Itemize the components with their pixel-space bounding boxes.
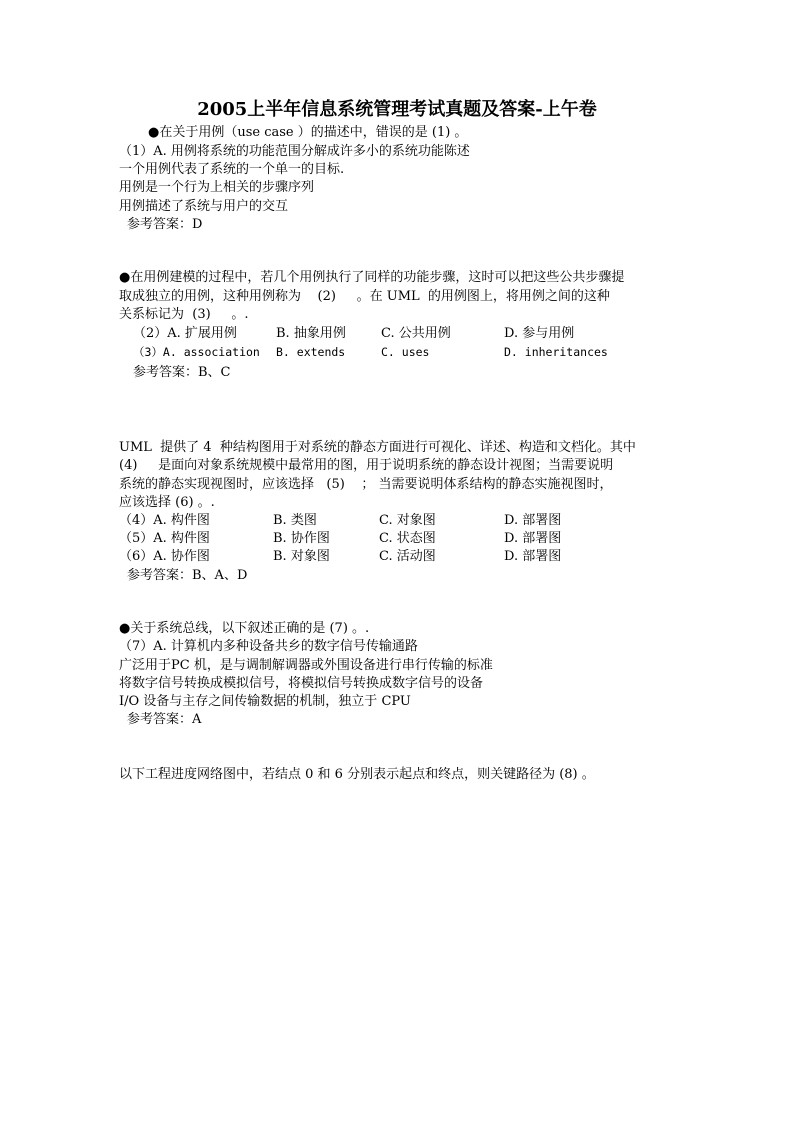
q2-row3-option-d: D. inheritances [504, 345, 608, 359]
q1-option-a: （1）A. 用例将系统的功能范围分解成许多小的系统功能陈述 [119, 144, 470, 159]
q4-option-a: （7）A. 计算机内多种设备共乡的数字信号传输通路 [119, 639, 418, 654]
page-title: 2005上半年信息系统管理考试真题及答案-上午卷 [197, 99, 597, 120]
q1-answer: 参考答案：D [127, 217, 203, 232]
q3-row5-option-c: C. 状态图 [379, 531, 436, 546]
q1-option-c: 用例是一个行为上相关的步骤序列 [119, 180, 315, 195]
q4-option-b: 广泛用于PC 机，是与调制解调器或外围设备进行串行传输的标准 [119, 658, 493, 673]
q2-row2-option-b: B. 抽象用例 [276, 326, 346, 341]
q2-row3-option-a: （3）A. association [133, 345, 260, 359]
q2-row2-option-d: D. 参与用例 [504, 326, 575, 341]
q2-stem-line3: 关系标记为 (3) 。. [119, 307, 249, 322]
q4-option-c: 将数字信号转换成模拟信号，将模拟信号转换成数字信号的设备 [119, 676, 484, 691]
q3-row6-option-c: C. 活动图 [379, 549, 436, 564]
q2-stem-line2: 取成独立的用例，这种用例称为 (2) 。在 UML 的用例图上，将用例之间的这种 [119, 289, 610, 304]
q2-row3-option-b: B. extends [276, 345, 346, 359]
q3-row4-option-b: B. 类图 [273, 513, 317, 528]
q5-stem: 以下工程进度网络图中，若结点 0 和 6 分别表示起点和终点，则关键路径为 (8) 。 [119, 767, 595, 782]
q4-answer: 参考答案：A [127, 712, 202, 727]
q3-stem-line3: 系统的静态实现视图时，应该选择 (5) ； 当需要说明体系结构的静态实施视图时， [119, 477, 613, 492]
q4-stem: ●关于系统总线，以下叙述正确的是 (7) 。. [119, 621, 370, 636]
q3-stem-line4: 应该选择 (6) 。. [119, 495, 215, 510]
q3-row5-option-a: （5）A. 构件图 [119, 531, 210, 546]
q3-row4-option-c: C. 对象图 [379, 513, 436, 528]
q1-option-b: 一个用例代表了系统的一个单一的目标. [119, 162, 345, 177]
q3-stem-line1: UML 提供了 4 种结构图用于对系统的静态方面进行可视化、详述、构造和文档化。其中 [119, 440, 636, 455]
q1-stem: ●在关于用例（use case ）的描述中，错误的是 (1) 。 [148, 125, 468, 140]
q2-answer: 参考答案：B、C [133, 365, 231, 380]
q3-answer: 参考答案：B、A、D [127, 568, 248, 583]
q2-stem-line1: ●在用例建模的过程中，若几个用例执行了同样的功能步骤，这时可以把这些公共步骤提 [119, 270, 625, 285]
q3-row5-option-b: B. 协作图 [273, 531, 330, 546]
q3-stem-line2: (4) 是面向对象系统规模中最常用的图，用于说明系统的静态设计视图；当需要说明 [119, 458, 614, 473]
q3-row4-option-a: （4）A. 构件图 [119, 513, 210, 528]
q2-row2-option-c: C. 公共用例 [381, 326, 451, 341]
q3-row6-option-b: B. 对象图 [273, 549, 330, 564]
q3-row6-option-d: D. 部署图 [504, 549, 562, 564]
q3-row4-option-d: D. 部署图 [504, 513, 562, 528]
q3-row6-option-a: （6）A. 协作图 [119, 549, 210, 564]
q3-row5-option-d: D. 部署图 [504, 531, 562, 546]
q4-option-d: I/O 设备与主存之间传输数据的机制，独立于 CPU [119, 694, 411, 709]
q2-row3-option-c: C. uses [381, 345, 430, 359]
q1-option-d: 用例描述了系统与用户的交互 [119, 199, 289, 214]
q2-row2-option-a: （2）A. 扩展用例 [133, 326, 237, 341]
